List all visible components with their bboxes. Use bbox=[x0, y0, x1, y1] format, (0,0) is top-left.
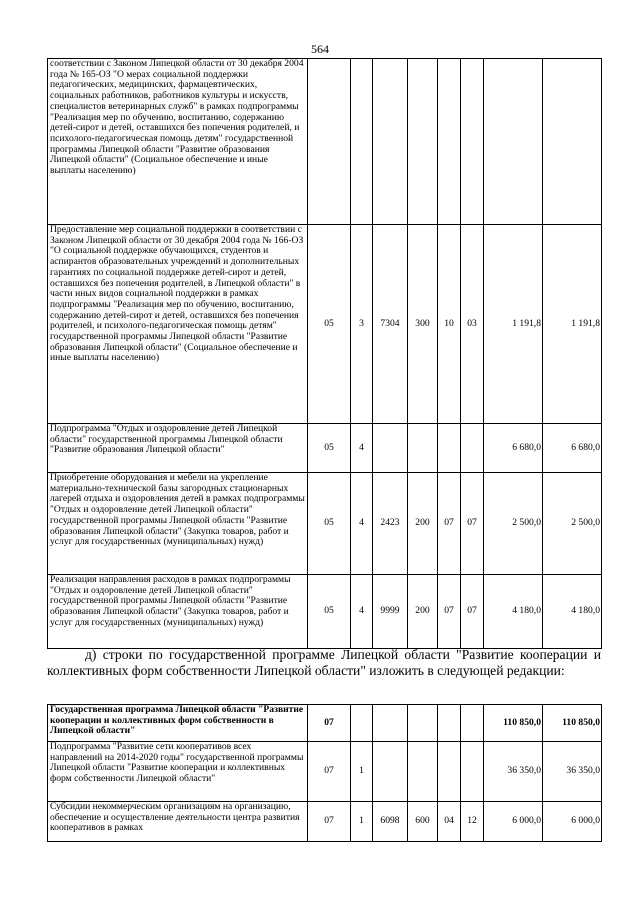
gp-code: 05 bbox=[308, 575, 351, 649]
row-description: Приобретение оборудования и мебели на укрепление материально-технической базы загородных стационарных лагерей отдыха и оздоровления детей в рамках подпрограммы "Отдых и оздоровление детей Липецкой области" государственной программы Липецкой области "Развитие образования Липецкой области" (Закупка товаров, работ и услуг для государственных (муниципальных) нужд) bbox=[48, 473, 308, 575]
subsection-code bbox=[461, 742, 484, 802]
section-code: 04 bbox=[438, 802, 461, 842]
table-row bbox=[48, 424, 602, 473]
direction-code bbox=[373, 705, 408, 742]
table-row bbox=[48, 742, 602, 802]
amount-2: 6 000,0 bbox=[543, 802, 602, 842]
section-code: 07 bbox=[438, 575, 461, 649]
amount-1: 4 180,0 bbox=[484, 575, 543, 649]
direction-code bbox=[373, 424, 408, 473]
subprogram-code: 1 bbox=[351, 802, 373, 842]
amendment-paragraph: д) строки по государственной программе Липецкой области "Развитие кооперации и коллективных форм собственности Липецкой области" изложить в следующей редакции: bbox=[47, 647, 601, 678]
direction-code bbox=[373, 59, 408, 225]
expense-type-code bbox=[408, 59, 438, 225]
subprogram-code: 4 bbox=[351, 424, 373, 473]
row-description: Подпрограмма "Отдых и оздоровление детей Липецкой области" государственной программы Липецкой области "Развитие образования Липецкой области" bbox=[48, 424, 308, 473]
amount-1: 6 680,0 bbox=[484, 424, 543, 473]
amount-2: 2 500,0 bbox=[543, 473, 602, 575]
gp-code bbox=[308, 59, 351, 225]
section-code bbox=[438, 705, 461, 742]
subsection-code bbox=[461, 424, 484, 473]
direction-code: 7304 bbox=[373, 225, 408, 424]
amount-2: 4 180,0 bbox=[543, 575, 602, 649]
expense-type-code bbox=[408, 742, 438, 802]
gp-code: 07 bbox=[308, 802, 351, 842]
expense-type-code bbox=[408, 424, 438, 473]
gp-code: 05 bbox=[308, 473, 351, 575]
amount-2: 36 350,0 bbox=[543, 742, 602, 802]
row-description: Предоставление мер социальной поддержки в соответствии с Законом Липецкой области от 30 декабря 2004 года № 166-ОЗ "О социальной поддержке обучающихся, студентов и аспирантов образовательных учреждений и дополнительных гарантиях по социальной поддержке детей-сирот и детей, оставшихся без попечения родителей, в Липецкой области" в части иных видов социальной поддержки в рамках подпрограммы "Реализация мер по обучению, воспитанию, содержанию детей-сирот и детей, оставшихся без попечения родителей, и психолого-педагогическая помощь детям" государственной программы Липецкой области "Развитие образования Липецкой области" (Социальное обеспечение и иные выплаты населению) bbox=[48, 225, 308, 424]
section-code bbox=[438, 424, 461, 473]
direction-code bbox=[373, 742, 408, 802]
amount-1: 1 191,8 bbox=[484, 225, 543, 424]
section-code bbox=[438, 742, 461, 802]
row-description: соответствии с Законом Липецкой области от 30 декабря 2004 года № 165-ОЗ "О мерах социальной поддержки педагогических, медицинских, фармацевтических, социальных работников, работников культуры и искусств, специалистов ветеринарных служб" в рамках подпрограммы "Реализация мер по обучению, воспитанию, содержанию детей-сирот и детей, оставшихся без попечения родителей, и психолого-педагогическая помощь детям" государственной программы Липецкой области "Развитие образования Липецкой области" (Социальное обеспечение и иные выплаты населению) bbox=[48, 59, 308, 225]
table-row bbox=[48, 59, 602, 225]
budget-table-education bbox=[47, 58, 602, 649]
gp-code: 07 bbox=[308, 705, 351, 742]
subprogram-code: 1 bbox=[351, 742, 373, 802]
section-code: 10 bbox=[438, 225, 461, 424]
amount-1: 36 350,0 bbox=[484, 742, 543, 802]
table-row bbox=[48, 473, 602, 575]
expense-type-code: 300 bbox=[408, 225, 438, 424]
table-row bbox=[48, 802, 602, 842]
direction-code: 9999 bbox=[373, 575, 408, 649]
subprogram-code bbox=[351, 705, 373, 742]
direction-code: 6098 bbox=[373, 802, 408, 842]
budget-table-cooperation bbox=[47, 704, 602, 842]
subsection-code: 07 bbox=[461, 575, 484, 649]
amount-1: 6 000,0 bbox=[484, 802, 543, 842]
subsection-code bbox=[461, 705, 484, 742]
table-row bbox=[48, 225, 602, 424]
amount-2: 6 680,0 bbox=[543, 424, 602, 473]
table-row bbox=[48, 575, 602, 649]
row-description: Реализация направления расходов в рамках подпрограммы "Отдых и оздоровление детей Липецкой области" государственной программы Липецкой области "Развитие образования Липецкой области" (Закупка товаров, работ и услуг для государственных (муниципальных) нужд) bbox=[48, 575, 308, 649]
subprogram-code: 4 bbox=[351, 575, 373, 649]
amount-2: 1 191,8 bbox=[543, 225, 602, 424]
subsection-code bbox=[461, 59, 484, 225]
row-description: Подпрограмма "Развитие сети кооперативов всех направлений на 2014-2020 годы" государственной программы Липецкой области "Развитие кооперации и коллективных форм собственности Липецкой области" bbox=[48, 742, 308, 802]
section-code bbox=[438, 59, 461, 225]
subprogram-code: 3 bbox=[351, 225, 373, 424]
row-description: Субсидии некоммерческим организациям на организацию, обеспечение и осуществление деятельности центра развития кооперативов в рамках bbox=[48, 802, 308, 842]
subsection-code: 03 bbox=[461, 225, 484, 424]
amount-2: 110 850,0 bbox=[543, 705, 602, 742]
subprogram-code bbox=[351, 59, 373, 225]
expense-type-code: 200 bbox=[408, 575, 438, 649]
amount-1: 2 500,0 bbox=[484, 473, 543, 575]
subsection-code: 07 bbox=[461, 473, 484, 575]
expense-type-code: 200 bbox=[408, 473, 438, 575]
direction-code: 2423 bbox=[373, 473, 408, 575]
amount-1: 110 850,0 bbox=[484, 705, 543, 742]
gp-code: 05 bbox=[308, 225, 351, 424]
subsection-code: 12 bbox=[461, 802, 484, 842]
amount-1 bbox=[484, 59, 543, 225]
expense-type-code bbox=[408, 705, 438, 742]
amount-2 bbox=[543, 59, 602, 225]
row-description: Государственная программа Липецкой области "Развитие кооперации и коллективных форм собственности в Липецкой области" bbox=[48, 705, 308, 742]
table-row bbox=[48, 705, 602, 742]
gp-code: 05 bbox=[308, 424, 351, 473]
subprogram-code: 4 bbox=[351, 473, 373, 575]
gp-code: 07 bbox=[308, 742, 351, 802]
page-number: 564 bbox=[311, 42, 329, 56]
section-code: 07 bbox=[438, 473, 461, 575]
expense-type-code: 600 bbox=[408, 802, 438, 842]
